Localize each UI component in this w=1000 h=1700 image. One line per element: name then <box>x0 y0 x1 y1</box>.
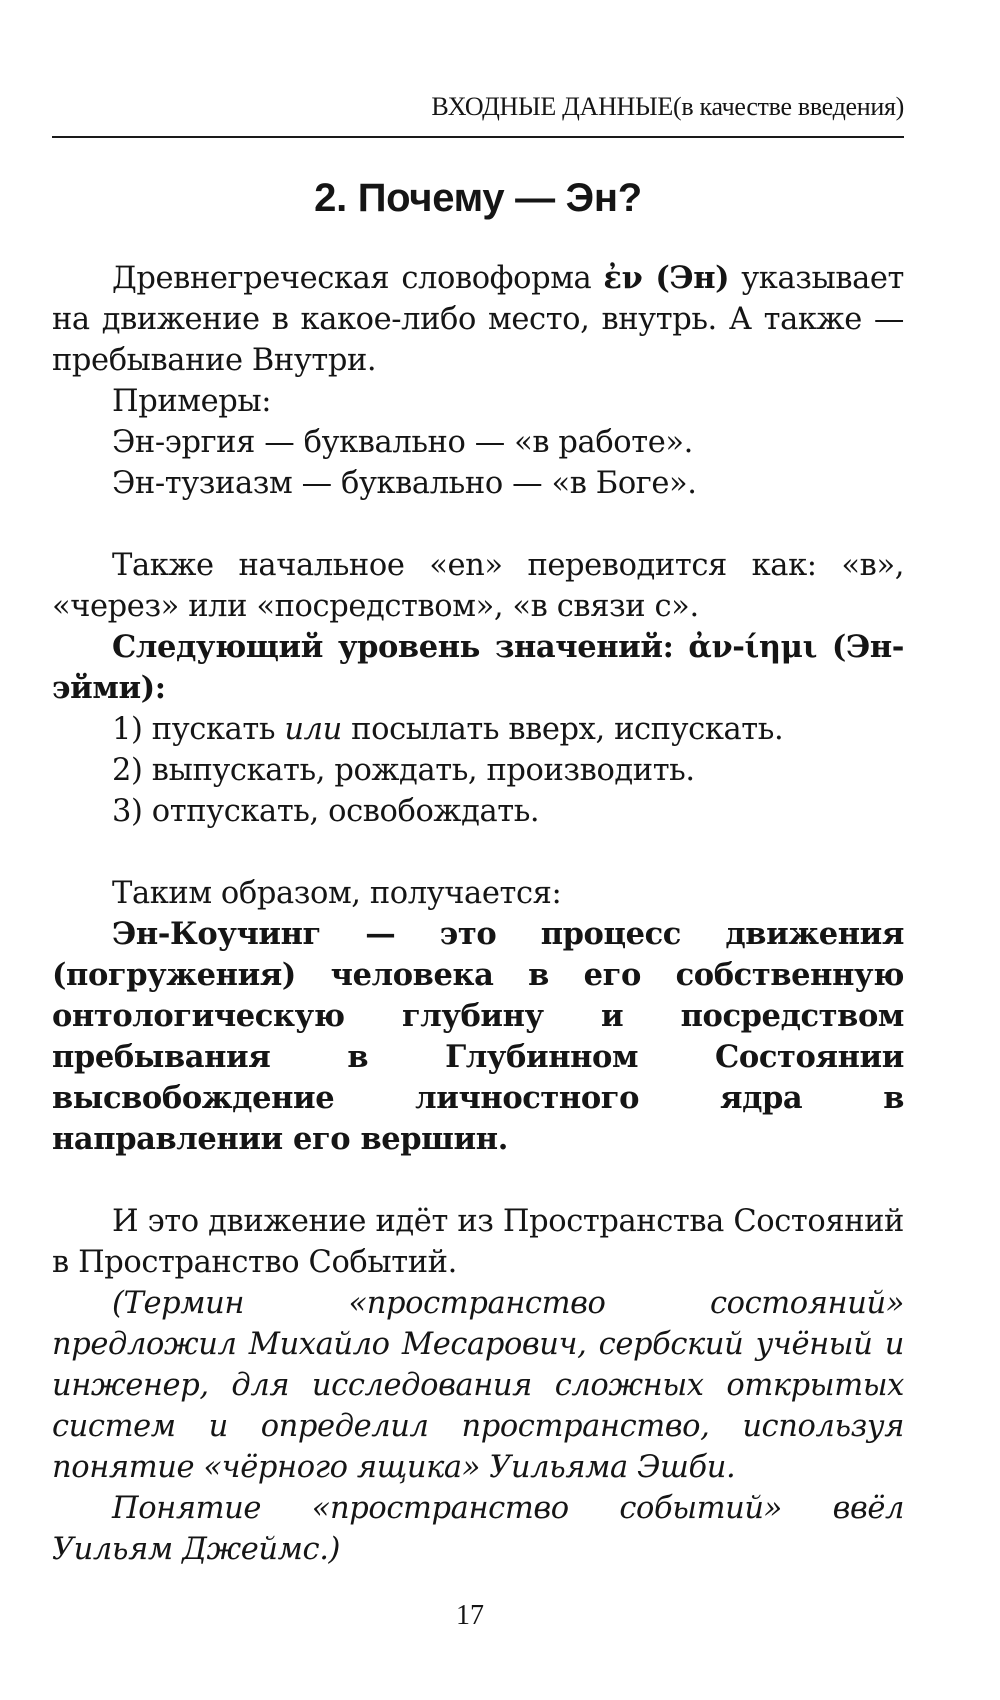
meaning-item-3: 3) отпускать, освобождать. <box>112 794 540 829</box>
paragraph-en-translation: Также начальное «en» переводится как: «в», «через» или «посредством», «в связи с». <box>52 548 904 624</box>
header-rule <box>52 136 904 138</box>
paragraph-movement: И это движение идёт из Пространства Состояний в Пространство Событий. <box>52 1204 904 1280</box>
meaning-1-before: 1) пускать <box>112 712 285 747</box>
examples-label: Примеры: <box>112 384 272 419</box>
note-state-space: (Термин «пространство состояний» предложил Михайло Месарович, сербский учёный и инженер, для исследования сложных открытых систем и определил пространство, используя понятие «чёрного ящика» Уильяма Эшби. <box>52 1286 904 1485</box>
spacer <box>52 504 904 545</box>
en-coaching-definition: Эн-Коучинг — это процесс движения (погружения) человека в его собственную онтологическую глубину и посредством пребывания в Глубинном Состоянии высвобождение личностного ядра в направлении его вершин. <box>52 916 904 1157</box>
intro-text-before: Древнегреческая словоформа <box>112 261 604 296</box>
example-item-enthusiasm: Эн-тузиазм — буквально — «в Боге». <box>112 466 697 501</box>
paragraph-intro <box>52 258 904 381</box>
note-event-space: Понятие «пространство событий» ввёл Уильям Джеймс.) <box>52 1491 904 1567</box>
meanings-heading: Следующий уровень значений: ἀν-ίημι (Эн-эйми): <box>52 629 904 706</box>
meaning-item-2: 2) выпускать, рождать, производить. <box>112 753 695 788</box>
conclusion-lead: Таким образом, получается: <box>112 876 562 911</box>
meaning-1-after: посылать вверх, испускать. <box>341 712 784 747</box>
example-item-energy: Эн-эргия — буквально — «в работе». <box>112 425 693 460</box>
page-body <box>52 258 904 1570</box>
section-title: 2. Почему — Эн? <box>314 176 642 220</box>
running-head: ВХОДНЫЕ ДАННЫЕ(в качестве введения) <box>431 92 904 121</box>
greek-term-en: ἐν (Эн) <box>603 260 730 296</box>
spacer <box>52 832 904 873</box>
spacer <box>52 1160 904 1201</box>
meaning-1-emphasis: или <box>284 712 342 747</box>
page-number: 17 <box>456 1600 484 1631</box>
meaning-item-1 <box>52 709 904 750</box>
intro-text-after: указывает на движение в какое-либо место, внутрь. А также — пребывание Внутри. <box>52 261 905 378</box>
